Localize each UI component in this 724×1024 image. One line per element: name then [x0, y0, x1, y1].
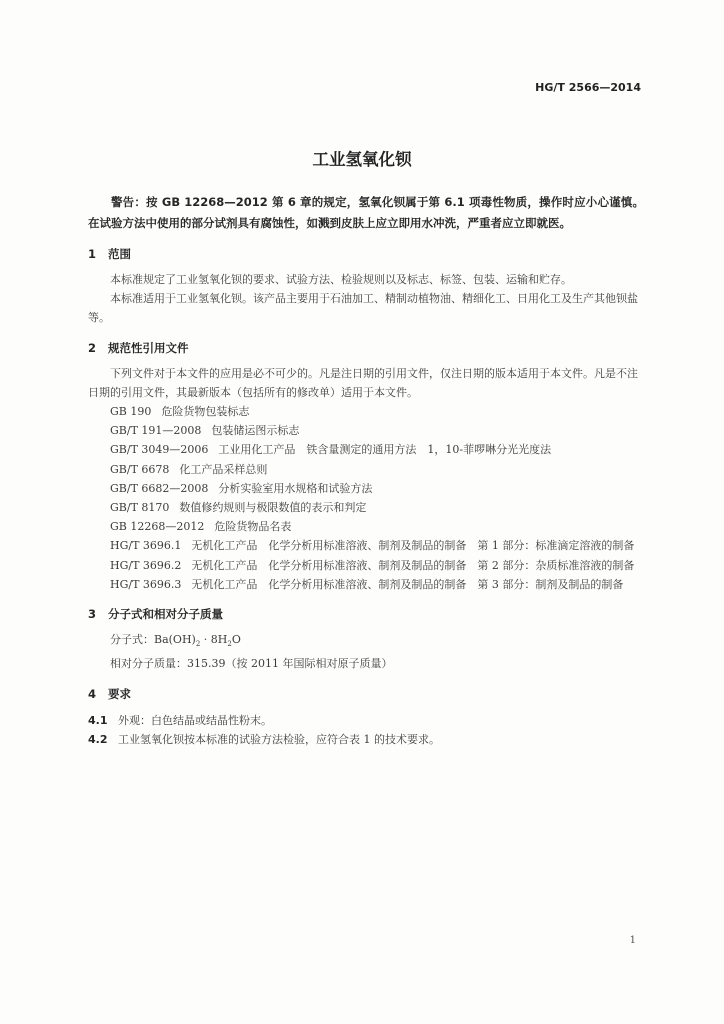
reference-code: HG/T 3696.1 — [110, 539, 182, 553]
reference-title: 无机化工产品 化学分析用标准溶液、制剂及制品的制备 第 1 部分：标准滴定溶液的制备 — [191, 539, 635, 553]
reference-code: HG/T 3696.3 — [110, 577, 182, 591]
section-2-heading — [88, 340, 644, 356]
molecular-formula — [88, 630, 644, 654]
reference-item — [88, 402, 644, 421]
section-1-title: 范围 — [108, 247, 131, 261]
requirement-text: 工业氢氧化钡按本标准的试验方法检验，应符合表 1 的技术要求。 — [118, 732, 440, 746]
section-1-heading — [88, 246, 644, 262]
references-intro: 下列文件对于本文件的应用是必不可少的。凡是注日期的引用文件，仅注日期的版本适用于本文件。凡是不注日期的引用文件，其最新版本（包括所有的修改单）适用于本文件。 — [88, 366, 638, 399]
requirement-number: 4.1 — [88, 713, 108, 727]
document-title: 工业氢氧化钡 — [312, 150, 412, 169]
requirement-number: 4.2 — [88, 732, 108, 746]
reference-code: HG/T 3696.2 — [110, 558, 182, 572]
reference-item — [88, 575, 644, 594]
reference-item — [88, 536, 644, 555]
reference-item — [88, 460, 644, 479]
reference-item — [88, 517, 644, 536]
molecular-mass: 相对分子质量：315.39（按 2011 年国际相对原子质量） — [110, 657, 393, 671]
requirement-item — [88, 711, 644, 730]
requirement-text: 外观：白色结晶或结晶性粉末。 — [118, 713, 272, 727]
reference-item — [88, 440, 644, 459]
warning-paragraph: 警告：按 GB 12268—2012 第 6 章的规定，氢氧化钡属于第 6.1 项毒性物质，操作时应小心谨慎。在试验方法中使用的部分试剂具有腐蚀性，如溅到皮肤上应立即用水冲洗，严重者应立即就医。 — [88, 195, 644, 230]
reference-item — [88, 556, 644, 575]
section-1-number: 1 — [88, 247, 97, 261]
reference-code: GB/T 6682—2008 — [110, 481, 209, 495]
reference-code: GB 190 — [110, 405, 152, 419]
formula-label: 分子式： — [110, 633, 154, 647]
formula-end: O — [231, 633, 241, 647]
reference-code: GB/T 8170 — [110, 501, 170, 515]
section-2-title: 规范性引用文件 — [108, 340, 189, 355]
section-3-number: 3 — [88, 607, 97, 622]
reference-item — [88, 479, 644, 498]
section-4-number: 4 — [88, 686, 97, 701]
section-4-heading — [88, 686, 644, 702]
document-body — [88, 192, 644, 749]
reference-title: 无机化工产品 化学分析用标准溶液、制剂及制品的制备 第 3 部分：制剂及制品的制备 — [191, 577, 624, 591]
reference-code: GB/T 3049—2006 — [110, 443, 209, 457]
reference-title: 工业用化工产品 铁含量测定的通用方法 1，10-菲啰啉分光光度法 — [218, 443, 552, 457]
formula-subscript-1: 2 — [195, 640, 201, 649]
reference-title: 危险货物包装标志 — [161, 405, 250, 419]
page-number: 1 — [629, 935, 636, 946]
section-3-heading — [88, 606, 644, 622]
section-3-title: 分子式和相对分子质量 — [108, 607, 223, 622]
reference-code: GB 12268—2012 — [110, 520, 205, 534]
formula-base: Ba(OH) — [154, 633, 196, 647]
formula-middle: · 8H — [200, 633, 228, 647]
reference-title: 数值修约规则与极限数值的表示和判定 — [179, 501, 367, 515]
requirement-item — [88, 730, 644, 749]
reference-item — [88, 498, 644, 517]
scope-paragraph-2: 本标准适用于工业氢氧化钡。该产品主要用于石油加工、精制动植物油、精细化工、日用化工及生产其他钡盐等。 — [88, 292, 638, 325]
standard-code: HG/T 2566—2014 — [535, 81, 641, 94]
reference-code: GB/T 191—2008 — [110, 424, 202, 438]
reference-code: GB/T 6678 — [110, 462, 170, 476]
reference-title: 危险货物品名表 — [214, 520, 292, 534]
scope-paragraph-1: 本标准规定了工业氢氧化钡的要求、试验方法、检验规则以及标志、标签、包装、运输和贮存。 — [110, 273, 572, 286]
reference-title: 分析实验室用水规格和试验方法 — [218, 481, 373, 495]
reference-title: 化工产品采样总则 — [179, 462, 268, 476]
section-2-number: 2 — [88, 340, 97, 355]
reference-title: 无机化工产品 化学分析用标准溶液、制剂及制品的制备 第 2 部分：杂质标准溶液的制备 — [191, 558, 635, 572]
section-4-title: 要求 — [108, 686, 131, 701]
formula-subscript-2: 2 — [227, 640, 232, 649]
reference-item — [88, 421, 644, 440]
reference-title: 包装储运图示标志 — [211, 424, 300, 438]
